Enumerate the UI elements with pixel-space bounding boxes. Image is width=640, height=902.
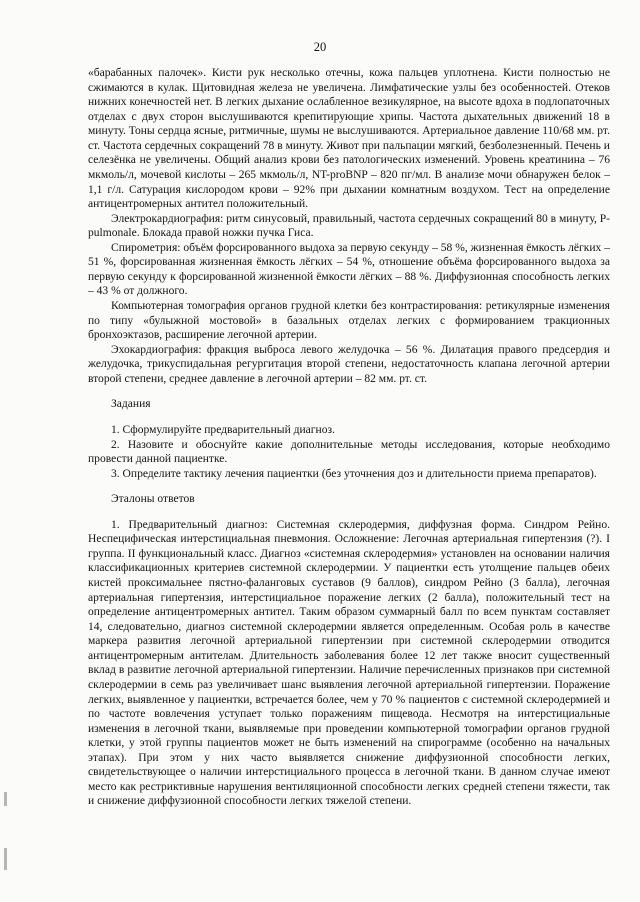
answers-heading: Эталоны ответов: [111, 493, 195, 506]
ct-paragraph: Компьютерная томография органов грудной клетки без контрастирования: ретикулярные изменения по типу «булыжной мостовой» в базальных отделах легких с формированием тракционных бронхоэктазов, расширение легочной артерии.: [88, 300, 610, 342]
answer-paragraph: 1. Предварительный диагноз: Системная склеродермия, диффузная форма. Синдром Рейно. Неспецифическая интерстициальная пневмония. Осложнение: Легочная артериальная гипертензия (?). I группа. II функциональный класс. Диагноз «системная склеродермия» установлен на основании наличия классификационных критериев системной склеродермии. У пациентки есть утолщение пальцев обеих кистей проксимальнее пястно-фаланговых суставов (9 баллов), синдром Рейно (3 балла), легочная артериальная гипертензия, интерстициальное поражение легких (2 балла), положительный тест на определение антицентромерных антител. Таким образом суммарный балл по всем пунктам составляет 14, следовательно, диагноз системной склеродермии является определенным. Особая роль в качестве маркера развития легочной артериальной гипертензии при системной склеродермии отводится антицентромерным антителам. Длительность заболевания более 12 лет также вносит существенный вклад в развитие легочной артериальной гипертензии. Наличие перечисленных признаков при системной склеродермии в семь раз увеличивает шанс выявления легочной артериальной гипертензии. Поражение легких, выявленное у пациентки, встречается более, чем у 70 % пациентов с системной склеродермией и по частоте вовлечения уступает только поражениям пищевода. Несмотря на интерстициальные изменения в легочной ткани, выявляемые при проведении компьютерной томографии органов грудной клетки, у этой группы пациентов может не быть изменений на спирограмме (особенно на начальных этапах). При этом у них часто выявляется снижение диффузионной способности легких, свидетельствующее о наличии интерстициального процесса в легочной ткани. В данном случае имеют место как рестриктивные нарушения вентиляционной способности легких средней степени тяжести, так и снижение диффузионной способности легких тяжелой степени.: [88, 518, 610, 808]
spacer: [88, 386, 610, 397]
page-number: 20: [313, 40, 327, 54]
task-item: 2. Назовите и обоснуйте какие дополнительные методы исследования, которые необходимо провести данной пациентке.: [88, 438, 610, 466]
binder-hole-mark: [4, 848, 7, 870]
spirometry-paragraph: Спирометрия: объём форсированного выдоха за первую секунду – 58 %, жизненная ёмкость лёгких – 51 %, форсированная жизненная ёмкость лёгких – 54 %, отношение объёма форсированного выдоха за первую секунду к форсированной жизненной ёмкости лёгких – 88 %. Диффузионная способность легких – 43 % от должного.: [88, 241, 610, 298]
task-item: 1. Сформулируйте предварительный диагноз.: [111, 423, 335, 436]
tasks-heading: Задания: [111, 398, 151, 411]
binder-hole-mark: [4, 792, 7, 806]
spacer: [88, 507, 610, 518]
page-body: [88, 66, 610, 809]
exam-findings-paragraph: «барабанных палочек». Кисти рук несколько отечны, кожа пальцев уплотнена. Кисти полностью не сжимаются в кулак. Щитовидная железа не увеличена. Лимфатические узлы без особенностей. Отеков нижних конечностей нет. В легких дыхание ослабленное везикулярное, на высоте вдоха в подлопаточных отделах с двух сторон выслушиваются крепитирующие хрипы. Частота дыхательных движений 18 в минуту. Тоны сердца ясные, ритмичные, шумы не выслушиваются. Артериальное давление 110/68 мм. рт. ст. Частота сердечных сокращений 78 в минуту. Живот при пальпации мягкий, безболезненный. Печень и селезёнка не увеличены. Общий анализ крови без патологических изменений. Уровень креатинина – 76 мкмоль/л, мочевой кислоты – 265 мкмоль/л, NT-proBNP – 820 пг/мл. В анализе мочи обнаружен белок – 1,1 г/л. Сатурация кислородом крови – 92% при дыхании комнатным воздухом. Тест на определение антицентромерных антител положительный.: [88, 67, 610, 211]
spacer: [88, 481, 610, 492]
ecg-paragraph: Электрокардиография: ритм синусовый, правильный, частота сердечных сокращений 80 в минуту, P-pulmonale. Блокада правой ножки пучка Гиса.: [88, 212, 610, 240]
task-item: 3. Определите тактику лечения пациентки (без уточнения доз и длительности приема препаратов).: [111, 467, 597, 480]
spacer: [88, 412, 610, 423]
echo-paragraph: Эхокардиография: фракция выброса левого желудочка – 56 %. Дилатация правого предсердия и желудочка, трикуспидальная регургитация второй степени, недостаточность клапана легочной артерии второй степени, среднее давление в легочной артерии – 82 мм. рт. ст.: [88, 343, 610, 385]
